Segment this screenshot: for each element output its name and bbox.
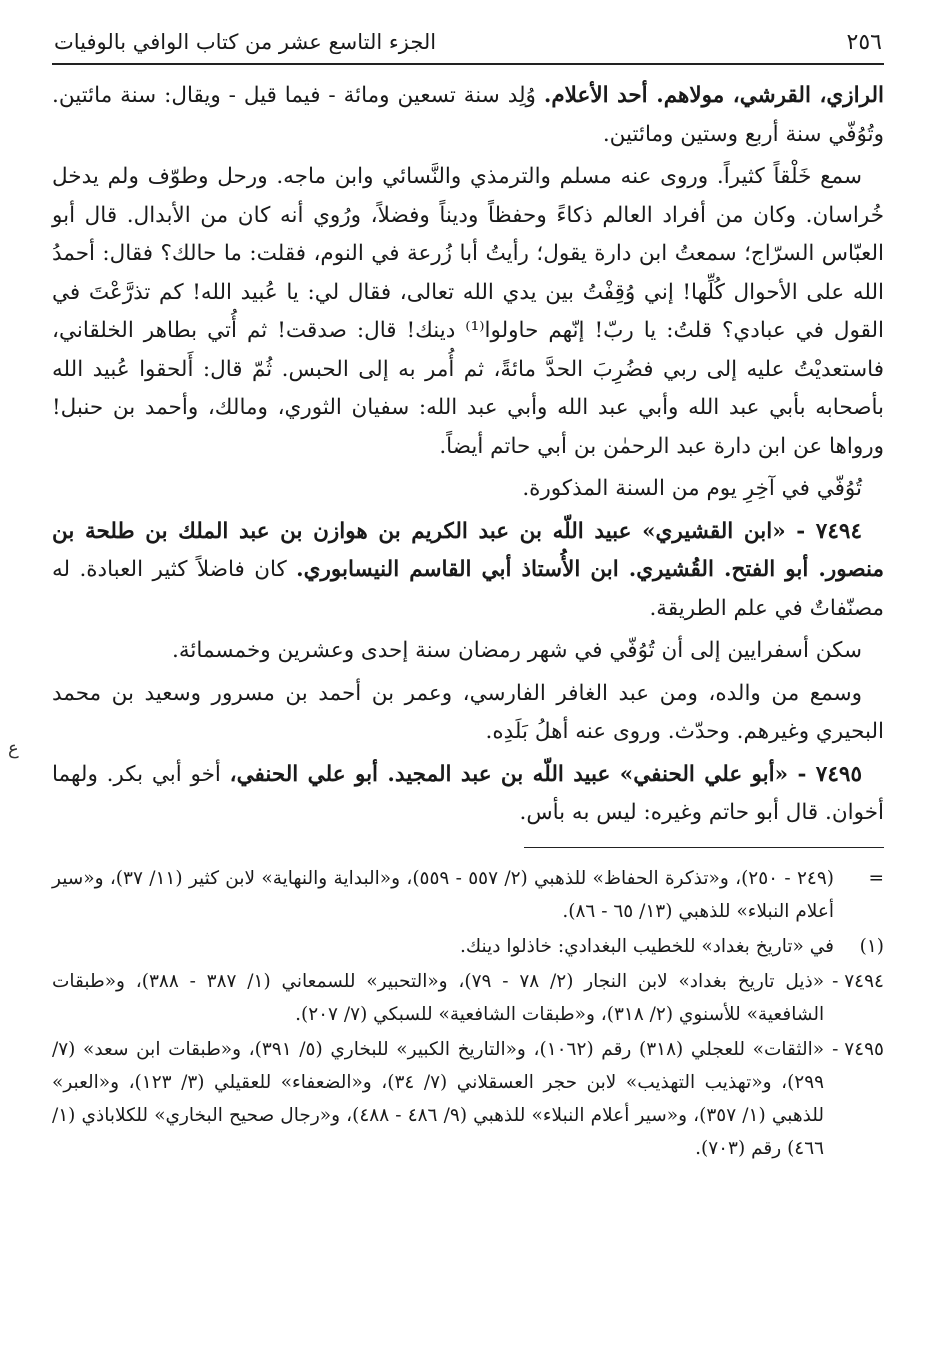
entry-text: كان فاضلاً كثير العبادة. له مصنّفاتٌ في علم الطريقة. <box>52 557 884 621</box>
footnote-divider <box>524 847 884 848</box>
footnote-mark: (١) <box>859 935 884 957</box>
running-title: الجزء التاسع عشر من كتاب الوافي بالوفيات <box>54 30 437 54</box>
footnote-mark: ٧٤٩٤ - <box>832 970 884 992</box>
footnote-mark: = <box>868 867 884 889</box>
main-text <box>52 77 884 833</box>
footnote-text: في «تاريخ بغداد» للخطيب البغدادي: خاذلوا دينك. <box>460 935 834 957</box>
paragraph-1 <box>52 77 884 154</box>
footnote-item <box>52 930 884 963</box>
page-number: ٢٥٦ <box>846 30 882 55</box>
footnote-item <box>52 965 884 1031</box>
footnote-text: «الثقات» للعجلي (٣١٨) رقم (١٠٦٢)، و«التاريخ الكبير» للبخاري (٥/ ٣٩١)، و«طبقات ابن سعد» (٧/ ٢٩٩)، و«تهذيب التهذيب» لابن حجر العسقلاني (٧/ ٣٤)، و«الضعفاء» للعقيلي (٣/ ١٢٣)، و«العبر» للذهبي (١/ ٣٥٧)، و«سير أعلام النبلاء» للذهبي (٩/ ٤٨٦ - ٤٨٨)، و«رجال صحيح البخاري» للكلاباذي (١/ ٤٦٦) رقم (٧٠٣). <box>52 1038 825 1159</box>
entry-heading: ٧٤٩٥ - «أبو علي الحنفي» عبيد اللّه بن عبد المجيد. أبو علي الحنفي، <box>229 761 862 787</box>
margin-note: ع <box>8 738 19 759</box>
footnote-mark: ٧٤٩٥ - <box>832 1038 884 1060</box>
bold-span: الرازي، القرشي، مولاهم. أحد الأعلام. <box>543 83 885 108</box>
footnote-item <box>52 862 884 928</box>
paragraph-6: وسمع من والده، ومن عبد الغافر الفارسي، وعمر بن أحمد بن مسرور وسعيد بن محمد البحيري وغيرهم. وحدّث. وروى عنه أهلُ بَلَدِه. <box>52 680 884 744</box>
running-header <box>52 30 884 65</box>
paragraph-5: سكن أسفرايين إلى أن تُوُفّي في شهر رمضان سنة إحدى وعشرين وخمسمائة. <box>172 638 862 663</box>
text-span: وُلِد سنة تسعين ومائة - فيما قيل - ويقال: سنة مائتين. وتُوُفّي سنة أربع وستين ومائتين. <box>52 83 884 147</box>
footnote-text: «ذيل تاريخ بغداد» لابن النجار (٢/ ٧٨ - ٧٩)، و«التحبير» للسمعاني (١/ ٣٨٧ - ٣٨٨)، و«طبقات الشافعية» للأسنوي (٢/ ٣١٨)، و«طبقات الشافعية» للسبكي (٧/ ٢٠٧). <box>52 970 825 1025</box>
footnote-text: (٢٤٩ - ٢٥٠)، و«تذكرة الحفاظ» للذهبي (٢/ ٥٥٧ - ٥٥٩)، و«البداية والنهاية» لابن كثير (١١/ ٣٧)، و«سير أعلام النبلاء» للذهبي (١٣/ ٦٥ - ٨٦). <box>52 867 834 922</box>
footnote-item <box>52 1033 884 1165</box>
entry-heading: ٧٤٩٤ - «ابن القشيري» عبيد اللّه بن عبد الكريم بن هوازن بن عبد الملك بن طلحة بن منصور. أبو الفتح. القُشيري. ابن الأُستاذ أبي القاسم النيسابوري. <box>52 518 884 582</box>
book-page <box>52 30 884 1167</box>
paragraph-3: تُوُفّي في آخِرِ يوم من السنة المذكورة. <box>522 476 862 501</box>
entry-text: أخو أبي بكر. ولهما أخوان. قال أبو حاتم وغيره: ليس به بأس. <box>52 761 884 825</box>
entry-7494 <box>52 513 884 629</box>
entry-7495 <box>52 756 884 833</box>
paragraph-2: سمع خَلْقاً كثيراً. وروى عنه مسلم والترمذي والنَّسائي وابن ماجه. ورحل وطوّف ولم يدخل خُراسان. وكان من أفراد العالم ذكاءً وحفظاً وديناً وفضلاً، ورُوي أنه كان من الأبدال. قال أبو العبّاس السرّاج؛ سمعتُ ابن دارة يقول؛ رأيتُ أبا زُرعة في النوم، فقلت: ما حالك؟ فقال: أحمدُ الله على الأحوال كُلِّها! إني وُقِفْتُ بين يدي الله تعالى، فقال لي: يا عُبيد الله! كم تذرَّعْتَ في القول في عبادي؟ قلتُ: يا ربّ! إنّهم حاولوا⁽¹⁾ دينك! قال: صدقت! ثم أُتي بطاهر الخلقاني، فاستعديْتُ عليه إلى ربي فضُرِبَ الحدَّ مائةً، ثم أُمر به إلى الحبس. ثُمّ قال: أَلحقوا عُبيد الله بأصحابه بأبي عبد الله وأبي عبد الله وأبي عبد الله: سفيان الثوري، ومالك، وأحمد بن حنبل! ورواها عن ابن دارة عبد الرحمٰن بن أبي حاتم أيضاً. <box>52 164 884 459</box>
footnotes <box>52 862 884 1165</box>
